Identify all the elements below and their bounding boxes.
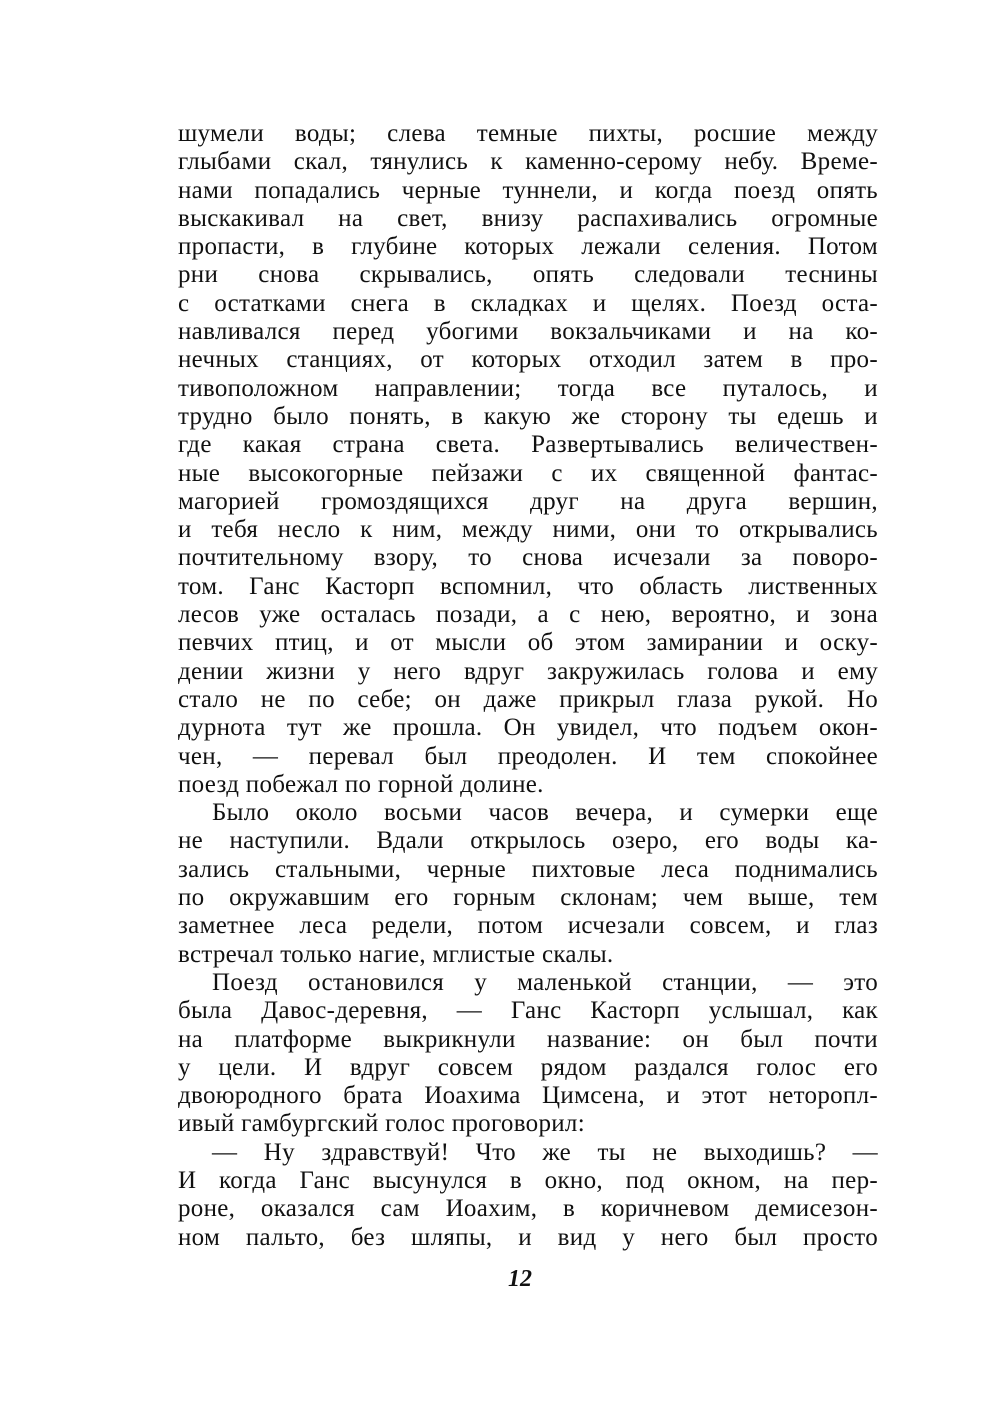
- text-line: Поезд остановился у маленькой станции, — это: [212, 968, 878, 996]
- text-line: нечных станциях, от которых отходил затем в про-: [178, 346, 878, 374]
- text-line: роне, оказался сам Иоахим, в коричневом демисезон-: [178, 1195, 878, 1223]
- text-line: Было около восьми часов вечера, и сумерки еще: [212, 799, 878, 827]
- text-line: поезд побежал по горной долине.: [178, 770, 544, 798]
- text-line: и тебя несло к ним, между ними, они то открывались: [178, 516, 878, 544]
- text-line: рни снова скрывались, опять следовали теснины: [178, 261, 878, 289]
- text-line: стало не по себе; он даже прикрыл глаза рукой. Но: [178, 685, 878, 713]
- paragraph: [178, 1139, 878, 1252]
- text-line: И когда Ганс высунулся в окно, под окном, на пер-: [178, 1166, 878, 1194]
- text-line: пропасти, в глубине которых лежали селения. Потом: [178, 233, 878, 261]
- text-line: заметнее леса редели, потом исчезали совсем, и глаз: [178, 912, 878, 940]
- page-text: [178, 120, 878, 1252]
- text-line: шумели воды; слева темные пихты, росшие между: [178, 120, 878, 147]
- text-line: лесов уже осталась позади, а с нею, вероятно, и зона: [178, 601, 878, 629]
- text-line: тивоположном направлении; тогда все путалось, и: [178, 374, 878, 402]
- text-line: чен, — перевал был преодолен. И тем спокойнее: [178, 742, 878, 770]
- page-number: 12: [508, 1266, 532, 1292]
- paragraph: [178, 969, 878, 1139]
- paragraph: [178, 799, 878, 969]
- text-line: на платформе выкрикнули название: он был почти: [178, 1025, 878, 1053]
- text-line: ивый гамбургский голос проговорил:: [178, 1110, 585, 1138]
- text-line: глыбами скал, тянулись к каменно-серому небу. Време-: [178, 148, 878, 176]
- text-line: ные высокогорные пейзажи с их священной фантас-: [178, 459, 878, 487]
- text-line: магорией громоздящихся друг на друга вершин,: [178, 487, 878, 515]
- text-line: почтительному взору, то снова исчезали за поворо-: [178, 544, 878, 572]
- text-line: у цели. И вдруг совсем рядом раздался голос его: [178, 1053, 878, 1081]
- text-line: не наступили. Вдали открылось озеро, его воды ка-: [178, 827, 878, 855]
- text-line: по окружавшим его горным склонам; чем выше, тем: [178, 884, 878, 912]
- text-line: где какая страна света. Развертывались величествен-: [178, 431, 878, 459]
- text-line: — Ну здравствуй! Что же ты не выходишь? —: [212, 1138, 878, 1166]
- text-line: выскакивал на свет, внизу распахивались огромные: [178, 204, 878, 232]
- text-line: зались стальными, черные пихтовые леса поднимались: [178, 855, 878, 883]
- text-line: с остатками снега в складках и щелях. Поезд оста-: [178, 289, 878, 317]
- text-line: дении жизни у него вдруг закружилась голова и ему: [178, 657, 878, 685]
- text-line: навливался перед убогими вокзальчиками и на ко-: [178, 318, 878, 346]
- text-line: была Давос-деревня, — Ганс Касторп услышал, как: [178, 997, 878, 1025]
- text-line: певчих птиц, и от мысли об этом замирании и оску-: [178, 629, 878, 657]
- text-line: ном пальто, без шляпы, и вид у него был просто: [178, 1223, 878, 1251]
- text-line: нами попадались черные туннели, и когда поезд опять: [178, 176, 878, 204]
- text-line: том. Ганс Касторп вспомнил, что область лиственных: [178, 572, 878, 600]
- paragraph: [178, 120, 878, 799]
- text-line: трудно было понять, в какую же сторону ты едешь и: [178, 402, 878, 430]
- text-line: дурнота тут же прошла. Он увидел, что подъем окон-: [178, 714, 878, 742]
- text-line: встречал только нагие, мглистые скалы.: [178, 940, 614, 968]
- text-line: двоюродного брата Иоахима Цимсена, и этот неторопл-: [178, 1082, 878, 1110]
